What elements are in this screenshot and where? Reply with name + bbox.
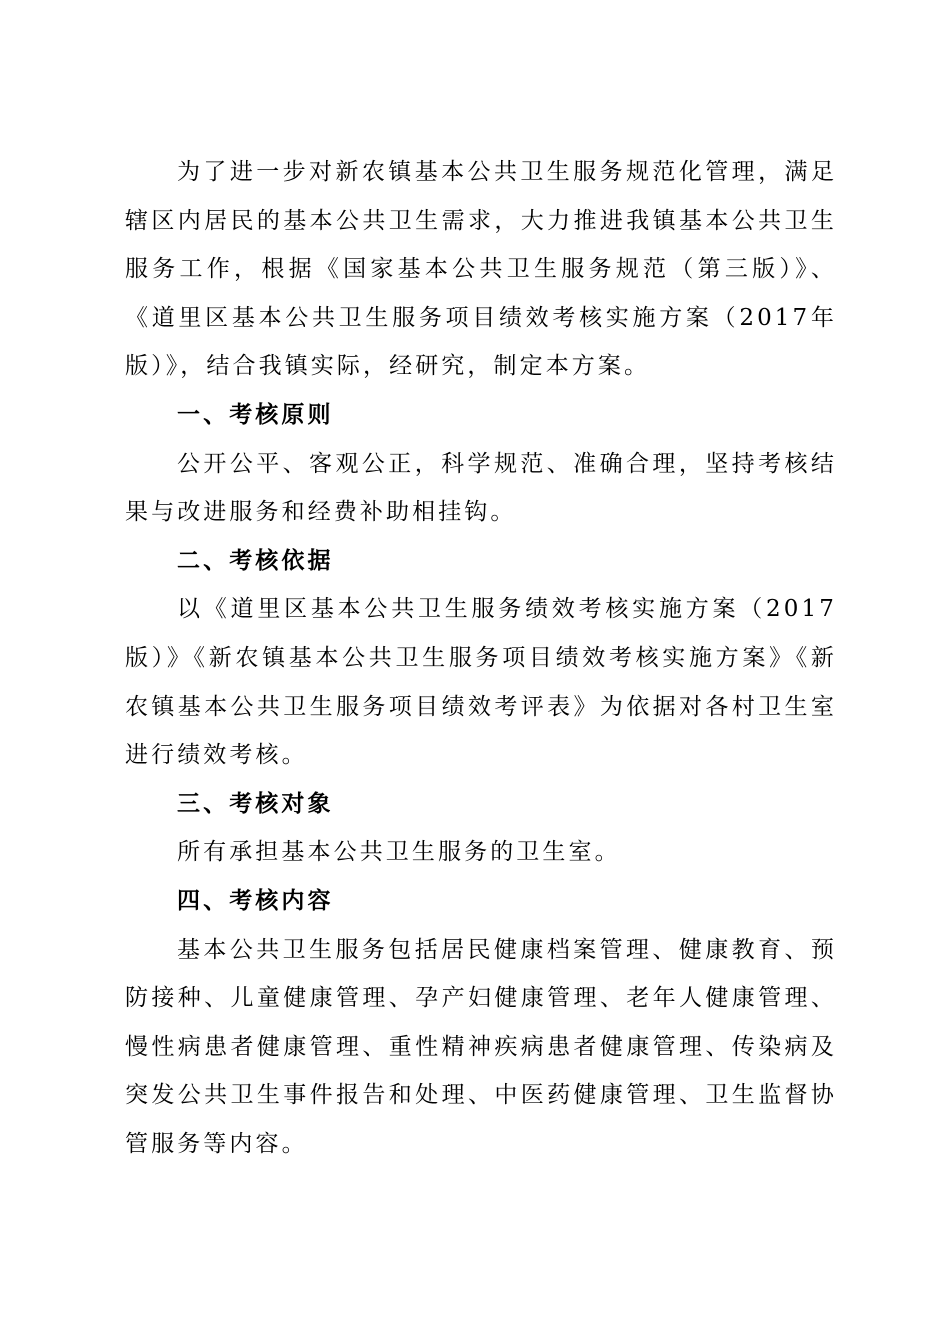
section-body-basis: 以《道里区基本公共卫生服务绩效考核实施方案（2017版）》《新农镇基本公共卫生服务项目绩效考核实施方案》《新农镇基本公共卫生服务项目绩效考评表》为依据对各村卫生室进行绩效考核。 <box>125 596 837 769</box>
section-body-targets: 所有承担基本公共卫生服务的卫生室。 <box>177 839 621 866</box>
section-heading-basis: 二、考核依据 <box>177 546 334 574</box>
section-heading-principles: 一、考核原则 <box>177 400 334 428</box>
intro-paragraph: 为了进一步对新农镇基本公共卫生服务规范化管理，满足辖区内居民的基本公共卫生需求，大力推进我镇基本公共卫生服务工作，根据《国家基本公共卫生服务规范（第三版）》、《道里区基本公共卫生服务项目绩效考核实施方案（2017年版）》，结合我镇实际，经研究，制定本方案。 <box>125 159 837 380</box>
document-body <box>125 148 837 1168</box>
section-body-content: 基本公共卫生服务包括居民健康档案管理、健康教育、预防接种、儿童健康管理、孕产妇健康管理、老年人健康管理、慢性病患者健康管理、重性精神疾病患者健康管理、传染病及突发公共卫生事件报告和处理、中医药健康管理、卫生监督协管服务等内容。 <box>125 936 837 1157</box>
section-heading-targets: 三、考核对象 <box>177 789 334 817</box>
section-heading-content: 四、考核内容 <box>177 886 334 914</box>
section-body-principles: 公开公平、客观公正，科学规范、准确合理，坚持考核结果与改进服务和经费补助相挂钩。 <box>125 450 837 526</box>
